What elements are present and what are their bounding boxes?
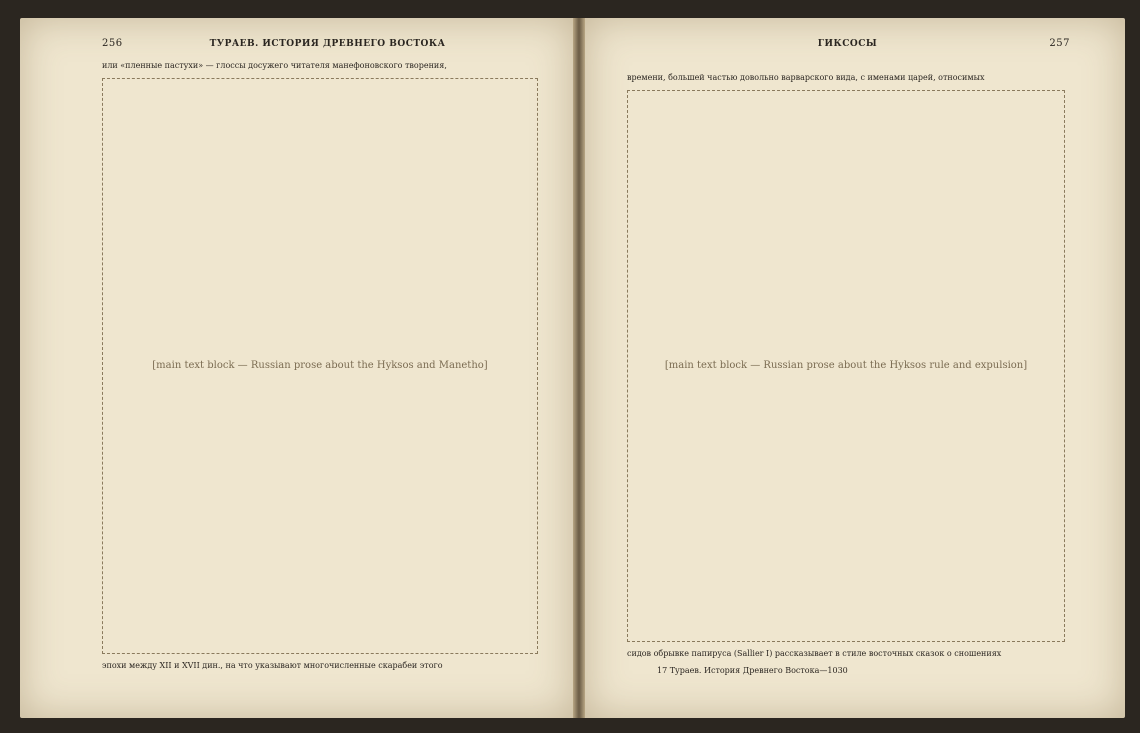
- left-text-block: [102, 60, 538, 673]
- right-first-line: времени, большей частью довольно варварского вида, с именами царей, относимых: [627, 73, 985, 82]
- page-number-left: 256: [102, 38, 123, 49]
- right-text-placeholder: [main text block — Russian prose about the Hyksos rule and expulsion]: [627, 90, 1065, 642]
- right-last-line: сидов обрывке папируса (Sallier I) рассказывает в стиле восточных сказок о сношениях: [627, 649, 1002, 659]
- left-text-placeholder: [main text block — Russian prose about the Hyksos and Manetho]: [102, 78, 538, 654]
- right-text-block: [627, 72, 1065, 661]
- left-first-line: или «пленные пастухи» — глоссы досужего читателя манефоновского творения,: [102, 61, 447, 70]
- running-title-right: ГИКСОСЫ: [817, 39, 878, 49]
- right-page: [585, 18, 1125, 718]
- page-number-right: 257: [1049, 38, 1070, 49]
- running-title-left: ТУРАЕВ. ИСТОРИЯ ДРЕВНЕГО ВОСТОКА: [209, 39, 446, 49]
- left-page: [20, 18, 573, 718]
- signature-footer: 17 Тураев. История Древнего Востока—1030: [657, 666, 848, 675]
- left-last-line: эпохи между XII и XVII дин., на что указывают многочисленные скарабеи этого: [102, 661, 443, 671]
- book-gutter: [573, 18, 585, 718]
